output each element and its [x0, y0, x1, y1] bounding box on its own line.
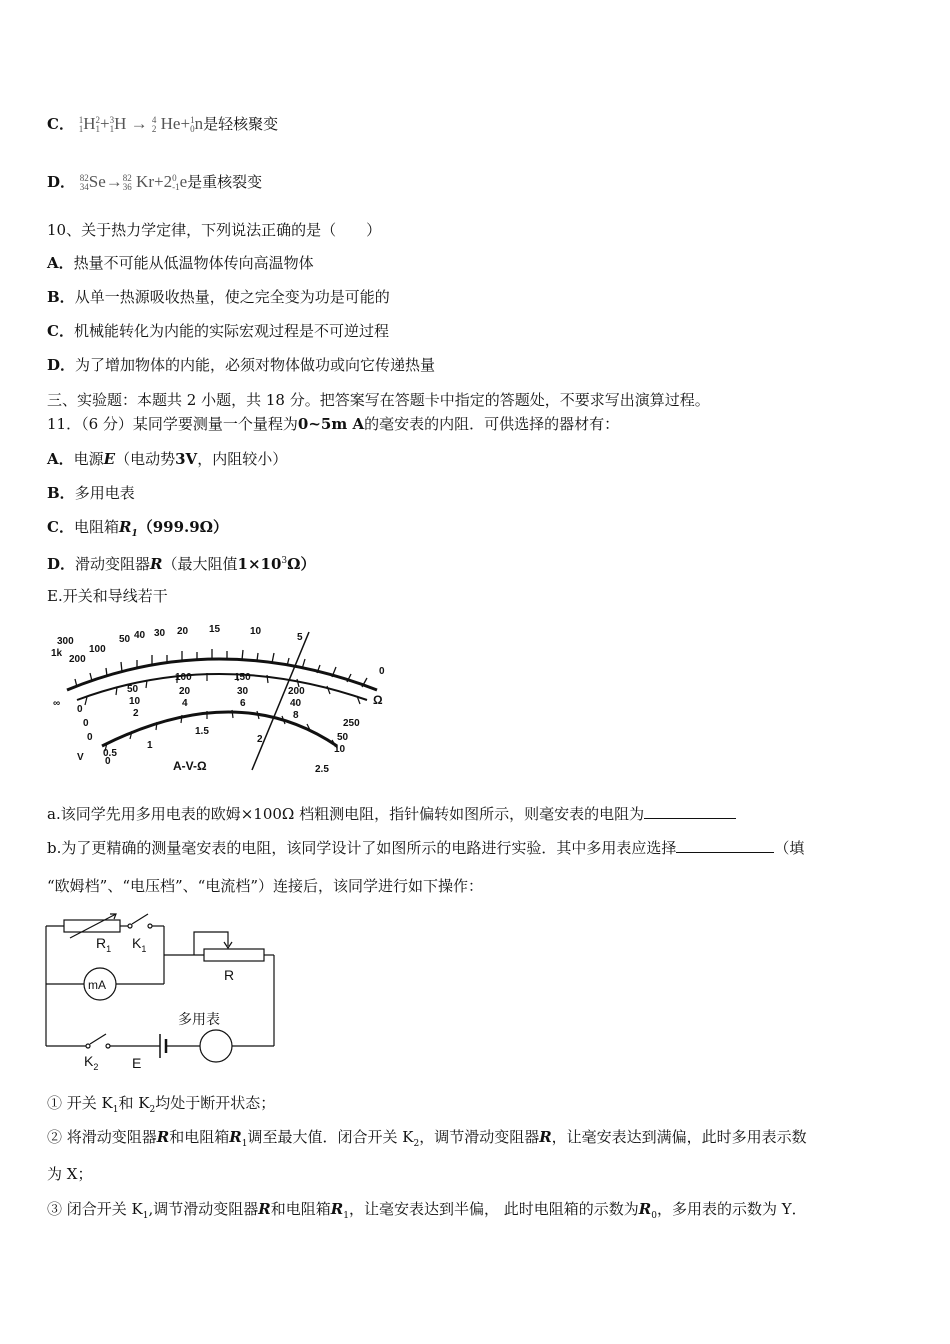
svg-text:200: 200 — [288, 686, 305, 697]
q11-option-a: A．电源E（电动势3V，内阻较小） — [47, 450, 288, 468]
milliammeter-label: mA — [88, 978, 106, 992]
step-3: ③ 闭合开关 $K_1$,调节滑动变阻器R和电阻箱$R_1$，让毫安表达到半偏， 此时电阻箱的示数为$R_0$，多用表的示数为 Y． — [47, 1200, 807, 1221]
svg-text:0: 0 — [105, 756, 111, 767]
section-three-heading: 三、实验题：本题共 2 小题，共 18 分。把答案写在答题卡中指定的答题处，不要求写出演算过程。 — [47, 391, 710, 409]
svg-text:50: 50 — [119, 634, 131, 645]
q11-option-b: B．多用电表 — [47, 484, 135, 502]
answer-blank-a[interactable] — [644, 804, 736, 819]
svg-text:100: 100 — [89, 644, 106, 655]
svg-text:50: 50 — [127, 684, 139, 695]
q11-option-e: E.开关和导线若干 — [47, 587, 168, 605]
svg-text:5: 5 — [297, 632, 303, 643]
circuit-diagram — [40, 910, 280, 1075]
q11-option-d: D．滑动变阻器R（最大阻值$1\times 10^3\Omega$） — [47, 555, 316, 573]
option-label: D． — [47, 173, 76, 191]
svg-text:V: V — [77, 752, 84, 763]
svg-text:0: 0 — [379, 666, 385, 677]
svg-text:50: 50 — [337, 732, 349, 743]
svg-text:2: 2 — [257, 734, 263, 745]
svg-text:8: 8 — [293, 710, 299, 721]
svg-text:1k: 1k — [51, 648, 63, 659]
part-b-continued: “欧姆档”、“电压档”、“电流档”）连接后，该同学进行如下操作： — [47, 877, 484, 895]
svg-text:6: 6 — [240, 698, 246, 709]
svg-text:20: 20 — [177, 626, 189, 637]
r1-label: $R_1$ — [96, 935, 112, 954]
svg-text:10: 10 — [250, 626, 262, 637]
svg-text:1: 1 — [147, 740, 153, 751]
svg-text:250: 250 — [343, 718, 360, 729]
q11-stem: 11．（6 分）某同学要测量一个量程为0~5m A的毫安表的内阻．可供选择的器材有： — [47, 415, 620, 433]
option-text: 是轻核聚变 — [203, 115, 279, 133]
svg-text:2.5: 2.5 — [315, 764, 329, 775]
svg-text:15: 15 — [209, 624, 221, 635]
svg-text:1.5: 1.5 — [195, 726, 209, 737]
part-a: a.该同学先用多用电表的欧姆×100Ω 档粗测电阻，指针偏转如图所示，则毫安表的电阻为 — [47, 804, 736, 824]
fission-equation: 82 34Se→82 36 Kr+20 -1e — [79, 172, 188, 193]
svg-text:200: 200 — [69, 654, 86, 665]
svg-text:40: 40 — [290, 698, 302, 709]
part-b: b.为了更精确的测量毫安表的电阻，该同学设计了如图所示的电路进行实验．其中多用表应选择 （填 — [47, 839, 805, 857]
k1-label: $K_1$ — [132, 935, 147, 954]
option-label: C． — [47, 115, 74, 133]
svg-text:10: 10 — [129, 696, 141, 707]
q10-option-c: C．机械能转化为内能的实际宏观过程是不可逆过程 — [47, 322, 389, 340]
option-text: 是重核裂变 — [187, 173, 263, 191]
svg-text:100: 100 — [175, 672, 192, 683]
step-2-continued: 为 X； — [47, 1165, 93, 1183]
svg-text:0: 0 — [87, 732, 93, 743]
r-label: R — [224, 967, 235, 983]
svg-text:10: 10 — [334, 744, 346, 755]
option-c-fusion — [47, 114, 278, 134]
svg-text:4: 4 — [182, 698, 188, 709]
svg-text:20: 20 — [179, 686, 191, 697]
e-label: E — [132, 1055, 142, 1071]
multimeter-dial — [47, 618, 397, 778]
q10-option-d: D．为了增加物体的内能，必须对物体做功或向它传递热量 — [47, 356, 436, 374]
svg-text:40: 40 — [134, 630, 146, 641]
step-1: ① 开关 $K_1$和 $K_2$均处于断开状态； — [47, 1094, 276, 1115]
fusion-equation: 1 1H2 1+3 1H → 4 2 He+1 0n — [78, 114, 204, 135]
q10-stem: 10、关于热力学定律，下列说法正确的是（ ） — [47, 221, 382, 239]
option-d-fission — [47, 172, 262, 192]
q11-option-c: C．电阻箱$R_1(999.9\Omega)$ — [47, 518, 229, 539]
multimeter-label: 多用表 — [178, 1011, 220, 1027]
svg-text:∞: ∞ — [53, 698, 61, 709]
svg-text:30: 30 — [154, 628, 166, 639]
svg-text:Ω: Ω — [373, 693, 383, 707]
svg-text:300: 300 — [57, 636, 74, 647]
svg-text:150: 150 — [234, 672, 251, 683]
svg-text:0.5: 0.5 — [103, 748, 117, 759]
q10-option-b: B．从单一热源吸收热量，使之完全变为功是可能的 — [47, 288, 390, 306]
svg-text:30: 30 — [237, 686, 249, 697]
svg-text:0: 0 — [77, 704, 83, 715]
step-2: ② 将滑动变阻器R和电阻箱$R_1$调至最大值．闭合开关 $K_2$，调节滑动变阻器R，让毫安表达到满偏，此时多用表示数 — [47, 1128, 807, 1149]
svg-text:A-V-Ω: A-V-Ω — [173, 759, 207, 773]
svg-text:2: 2 — [133, 708, 139, 719]
answer-blank-b[interactable] — [676, 838, 774, 853]
k2-label: $K_2$ — [84, 1053, 99, 1072]
svg-text:0: 0 — [83, 718, 89, 729]
q10-option-a: A．热量不可能从低温物体传向高温物体 — [47, 254, 314, 272]
